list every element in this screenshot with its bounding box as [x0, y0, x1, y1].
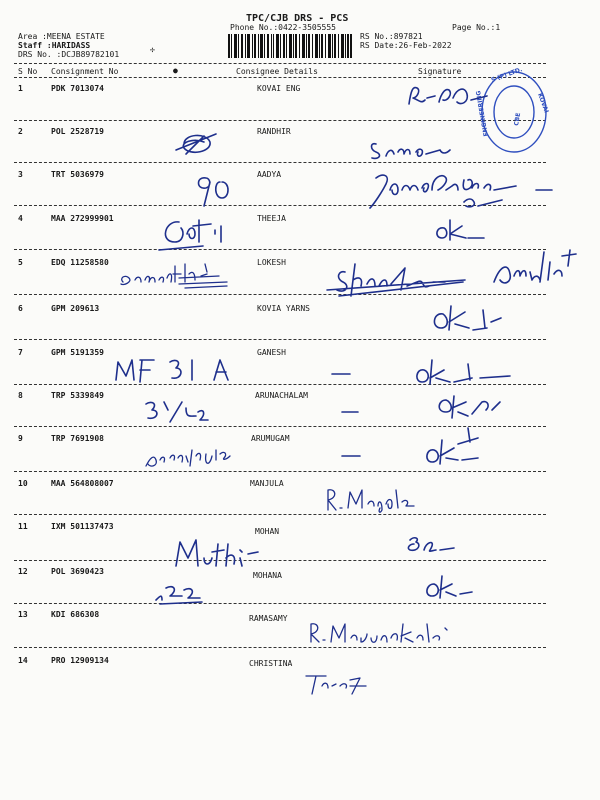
row-consignee: KOVIA YARNS: [257, 304, 310, 313]
dash-mark-row-7: [330, 368, 352, 380]
row-sno: 11: [18, 522, 28, 531]
row-consignee: RANDHIR: [257, 127, 291, 136]
signature-row-2-mark: [170, 128, 230, 160]
signature-row-2: [366, 136, 456, 164]
row-divider: [14, 471, 546, 472]
row-consignment: POL 3690423: [51, 567, 104, 576]
row-consignment: TRP 7691908: [51, 434, 104, 443]
row-consignment: PDK 7013074: [51, 84, 104, 93]
row-consignment: GPM 209613: [51, 304, 100, 313]
row-sno: 3: [18, 170, 23, 179]
row-consignee: THEEJA: [257, 214, 286, 223]
row-divider: [14, 162, 546, 163]
handwritten-note-row-7: [110, 352, 240, 388]
row-consignee: ARUNACHALAM: [255, 391, 308, 400]
row-sno: 13: [18, 610, 28, 619]
row-sno: 12: [18, 567, 28, 576]
signature-row-10: [322, 484, 432, 514]
page-number: Page No.:1: [452, 23, 501, 32]
handwritten-note-row-8: [140, 398, 210, 432]
signature-row-11: [400, 530, 460, 558]
dash-mark-row-8: [340, 404, 360, 418]
signature-row-5-extra: [490, 236, 580, 296]
signature-row-9: [418, 424, 488, 470]
signature-row-5: [325, 260, 475, 302]
row-consignee: MOHANA: [253, 571, 282, 580]
row-consignee: AADYA: [257, 170, 282, 179]
barcode: [228, 34, 352, 58]
row-sno: 10: [18, 479, 28, 488]
col-header-consignee: Consignee Details: [236, 67, 318, 76]
row-consignee: MOHAN: [255, 527, 280, 536]
signature-row-8: [430, 392, 510, 426]
row-consignment: EDQ 11258580: [51, 258, 109, 267]
svg-text:KOVAI: KOVAI: [536, 92, 550, 114]
signature-row-7: [410, 354, 540, 390]
signature-row-5-mark: [115, 254, 245, 294]
row-sno: 5: [18, 258, 23, 267]
signature-row-4: [430, 216, 490, 246]
signature-row-14: [300, 668, 380, 698]
row-divider: [14, 249, 546, 250]
signature-row-11-mark: [170, 536, 270, 572]
signature-row-12: [420, 570, 480, 604]
document-title: TPC/CJB DRS - PCS: [246, 13, 349, 24]
row-consignment: KDI 686308: [51, 610, 100, 619]
handwritten-note-row-12: [150, 580, 220, 608]
scan-mark-icon: ✢: [150, 45, 155, 54]
row-consignment: TRT 5036979: [51, 170, 104, 179]
drs-number: DRS No. :DCJB89782101: [18, 50, 120, 59]
area-label: Area :MEENA ESTATE: [18, 32, 105, 41]
row-consignee: RAMASAMY: [249, 614, 288, 623]
row-consignee: KOVAI ENG: [257, 84, 301, 93]
row-consignment: MAA 272999901: [51, 214, 114, 223]
row-sno: 14: [18, 656, 28, 665]
row-consignment: IXM 501137473: [51, 522, 114, 531]
signature-row-1: [405, 80, 495, 112]
dash-mark-row-9: [340, 450, 362, 462]
row-consignee: MANJULA: [250, 479, 284, 488]
svg-text:CBE: CBE: [513, 112, 523, 127]
svg-text:ENGINEERING: ENGINEERING: [475, 90, 490, 137]
row-sno: 4: [18, 214, 23, 223]
phone-number: Phone No.:0422-3505555: [230, 23, 336, 32]
staff-label: Staff :HARIDASS: [18, 41, 91, 50]
row-sno: 7: [18, 348, 23, 357]
signature-row-9-mark: [140, 436, 250, 472]
header-bottom-rule: [14, 77, 546, 78]
row-sno: 6: [18, 304, 23, 313]
svg-text:S (P) LTD.: S (P) LTD.: [490, 66, 524, 84]
signature-row-13: [305, 618, 465, 648]
row-consignee: CHRISTINA: [249, 659, 293, 668]
row-sno: 9: [18, 434, 23, 443]
row-divider: [14, 647, 546, 648]
row-sno: 2: [18, 127, 23, 136]
row-consignee: LOKESH: [257, 258, 286, 267]
row-divider: [14, 560, 546, 561]
row-consignment: TRP 5339849: [51, 391, 104, 400]
row-consignment: POL 2528719: [51, 127, 104, 136]
row-consignment: PRO 12909134: [51, 656, 109, 665]
row-consignee: ARUMUGAM: [251, 434, 290, 443]
row-divider: [14, 120, 546, 121]
col-header-consignment: Consignment No: [51, 67, 119, 76]
row-consignment: MAA 564808007: [51, 479, 114, 488]
bullet-icon: ●: [173, 66, 178, 75]
signature-row-3: [366, 168, 556, 216]
row-divider: [14, 514, 546, 515]
row-sno: 8: [18, 391, 23, 400]
rs-date: RS Date:26-Feb-2022: [360, 41, 452, 50]
handwritten-note-row-3: [190, 168, 240, 212]
row-consignee: GANESH: [257, 348, 286, 357]
rs-number: RS No.:897821: [360, 32, 423, 41]
signature-row-6: [425, 300, 525, 340]
signature-row-4-mark: [155, 212, 245, 256]
header-top-rule: [14, 63, 546, 64]
row-consignment: GPM 5191359: [51, 348, 104, 357]
col-header-signature: Signature: [418, 67, 462, 76]
row-sno: 1: [18, 84, 23, 93]
col-header-sno: S No: [18, 67, 38, 76]
